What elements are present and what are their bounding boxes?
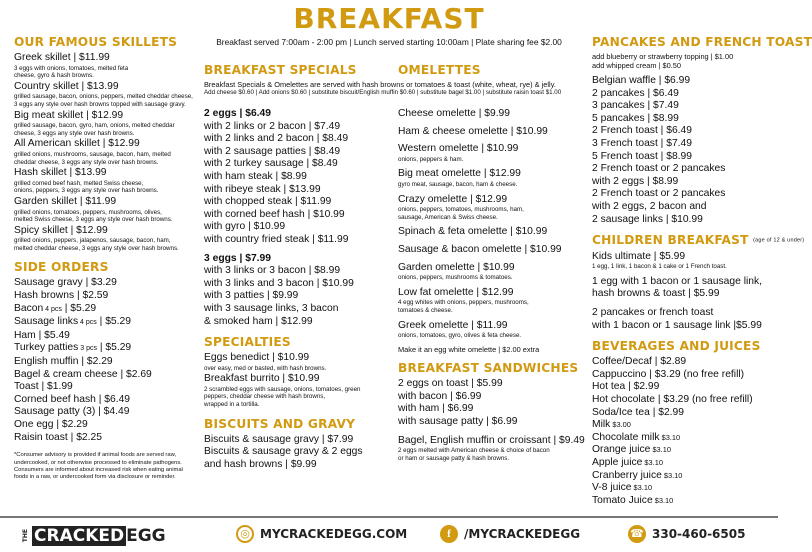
column-left: [14, 34, 204, 482]
beverage-item: [592, 495, 774, 508]
beverage-item: [592, 444, 774, 457]
children-item: 1 egg with 1 bacon or 1 sausage link,: [592, 275, 763, 287]
two-eggs-item: with 2 links and 2 bacon | $8.49: [204, 133, 349, 145]
sandwich-item: with bacon | $6.99: [398, 390, 482, 402]
logo-cracked: CRACKED: [34, 526, 125, 546]
side-name: Hash browns: [14, 290, 75, 302]
specialty-desc: 2 scrambled eggs with sausage, onions, tomatoes, green peppers, cheddar cheese with hash browns, wrapped in a tortilla.: [204, 385, 361, 409]
sides-heading: SIDE ORDERS: [14, 260, 109, 275]
specials-heading: BREAKFAST SPECIALS: [204, 63, 357, 77]
beverage-item: [592, 369, 774, 382]
beverage-price: $3.10: [652, 495, 674, 505]
two-eggs-item: with ribeye steak | $13.99: [204, 183, 321, 195]
side-item: [14, 406, 204, 419]
omelettes-list: [398, 108, 588, 353]
footer: [0, 516, 778, 552]
side-item: [14, 316, 204, 330]
column-omelettes: [398, 108, 588, 463]
two-eggs-item: with 2 sausage patties | $8.49: [204, 145, 341, 157]
beverages-heading: BEVERAGES AND JUICES: [592, 339, 761, 354]
side-qty: 4 pcs: [43, 305, 62, 313]
beverage-name: Chocolate milk: [592, 431, 660, 443]
skillet-desc: grilled sausage, bacon, gyro, ham, onions, melted cheddar cheese, 3 eggs any style over hash browns.: [14, 122, 175, 137]
omelette-name: Sausage & bacon omelette | $10.99: [398, 243, 562, 255]
beverage-name: Cranberry juice: [592, 469, 662, 481]
omelette-name: Big meat omelette | $12.99: [398, 168, 521, 180]
side-item: [14, 290, 204, 303]
omelette-name: Crazy omelette | $12.99: [398, 193, 508, 205]
side-price: | $2.29: [78, 356, 113, 368]
two-eggs-item: with 2 links or 2 bacon | $7.49: [204, 120, 341, 132]
beverage-item: [592, 356, 774, 369]
side-name: One egg: [14, 419, 54, 430]
three-eggs-item: with 3 sausage links, 3 bacon: [204, 302, 339, 314]
beverage-name: Soda/Ice tea: [592, 406, 650, 418]
side-price: | $5.49: [35, 329, 70, 341]
side-item: [14, 356, 204, 369]
side-item: [14, 369, 204, 382]
omelette-name: Western omelette | $10.99: [398, 143, 519, 155]
biscuits-item: Biscuits & sausage gravy | $7.99: [204, 433, 354, 445]
biscuits-list: [204, 434, 399, 472]
beverage-price: | $2.89: [651, 356, 687, 368]
bagel-desc: 2 eggs melted with American cheese & choice of bacon or ham or sausage patty & hash browns.: [398, 447, 550, 462]
website-link[interactable]: [236, 525, 407, 543]
omelette-desc: onions, peppers & ham.: [398, 155, 464, 163]
pancake-item: 5 pancakes | $8.99: [592, 112, 679, 124]
pancake-item: 3 French toast | $7.49: [592, 137, 692, 149]
biscuits-item: Biscuits & sausage gravy & 2 eggs: [204, 446, 363, 458]
skillet-name: Country skillet | $13.99: [14, 80, 119, 92]
beverage-item: [592, 419, 774, 432]
omelette-desc: onions, peppers, mushrooms & tomatoes.: [398, 274, 513, 282]
beverage-price: $3.10: [642, 457, 663, 467]
side-price: | $5.29: [96, 342, 132, 354]
beverage-price: $3.10: [659, 432, 681, 442]
beverage-name: Hot chocolate: [592, 393, 655, 405]
side-price: | $5.29: [61, 302, 97, 314]
side-price: | $2.69: [117, 368, 152, 380]
children-heading-text: CHILDREN BREAKFAST: [592, 233, 749, 248]
omelette-desc: onions, tomatoes, gyro, olives & feta cheese.: [398, 332, 522, 340]
specialties-heading: SPECIALTIES: [204, 335, 291, 350]
two-eggs-item: with corned beef hash | $10.99: [204, 208, 345, 220]
facebook-link[interactable]: [440, 525, 580, 543]
kids-ultimate-desc: 1 egg, 1 link, 1 bacon & 1 cake or 1 French toast.: [592, 263, 727, 271]
sandwiches-heading: BREAKFAST SANDWICHES: [398, 361, 579, 376]
pancakes-list: [592, 75, 774, 226]
omelette-name: Garden omelette | $10.99: [398, 261, 515, 273]
beverage-price: $3.10: [631, 483, 653, 493]
pancake-item: 5 French toast | $8.99: [592, 150, 692, 162]
beverage-name: Orange juice: [592, 444, 651, 456]
beverage-name: Tomato Juice: [592, 494, 653, 506]
globe-icon: ◎: [236, 525, 254, 543]
pancakes-heading: PANCAKES AND FRENCH TOAST: [592, 35, 812, 49]
side-qty: 3 pcs: [78, 345, 97, 353]
skillets-heading: OUR FAMOUS SKILLETS: [14, 35, 178, 49]
pancake-addons: add blueberry or strawberry topping | $1.00 add whipped cream | $0.50: [592, 52, 734, 70]
two-eggs-item: with chopped steak | $11.99: [204, 196, 332, 208]
specialty-name: Breakfast burrito | $10.99: [204, 373, 320, 385]
beverage-price: | $2.99: [625, 381, 660, 393]
specials-intro-block: [204, 80, 584, 97]
side-item: [14, 394, 204, 407]
two-eggs-item: 2 eggs | $6.49: [204, 108, 271, 119]
side-name: Sausage patty (3): [14, 406, 96, 418]
phone-link[interactable]: [628, 525, 745, 543]
side-item: [14, 432, 204, 445]
omelette-name: Spinach & feta omelette | $10.99: [398, 226, 548, 238]
pancake-item: 2 French toast | $6.49: [592, 125, 692, 137]
skillet-name: Spicy skillet | $12.99: [14, 224, 108, 236]
logo: [22, 526, 166, 546]
bagel-sandwich: Bagel, English muffin or croissant | $9.49: [398, 434, 585, 446]
three-eggs-item: with 3 links and 3 bacon | $10.99: [204, 277, 354, 289]
beverage-item: [592, 394, 774, 407]
side-price: | $2.25: [67, 431, 102, 443]
side-price: | $2.29: [53, 419, 88, 430]
three-eggs-item: with 3 links or 3 bacon | $8.99: [204, 265, 341, 277]
side-name: Sausage links: [14, 316, 79, 328]
side-price: | $5.29: [96, 316, 131, 328]
column-omelettes-heading: [398, 62, 588, 80]
pancake-item: Belgian waffle | $6.99: [592, 75, 691, 86]
side-name: Bagel & cream cheese: [14, 368, 118, 380]
specials-intro: Breakfast Specials & Omelettes are served with hash browns or tomatoes & toast (white, wheat, rye) & jelly.: [204, 80, 556, 89]
beverage-name: Hot tea: [592, 381, 626, 393]
children-list: [592, 276, 774, 332]
omelette-name: Low fat omelette | $12.99: [398, 286, 514, 298]
omelette-desc: onions, peppers, tomatoes, mushrooms, ham, sausage, American & Swiss cheese.: [398, 206, 524, 221]
two-eggs-item: with 2 turkey sausage | $8.49: [204, 158, 338, 170]
kids-ultimate: Kids ultimate | $5.99: [592, 250, 686, 262]
skillet-name: Greek skillet | $11.99: [14, 52, 110, 63]
side-name: Toast: [14, 381, 39, 393]
side-item: [14, 330, 204, 343]
beverage-price: | $3.29 (no free refill): [654, 393, 753, 405]
side-price: | $2.59: [74, 290, 109, 302]
beverage-price: $3.00: [610, 420, 631, 430]
three-eggs-item: with 3 patties | $9.99: [204, 290, 299, 302]
skillet-desc: grilled sausage, bacon, onions, peppers, melted cheddar cheese, 3 eggs any style over hash browns topped with sausage gravy.: [14, 93, 193, 108]
two-eggs-item: with gyro | $10.99: [204, 221, 286, 233]
facebook-icon: f: [440, 525, 458, 543]
side-name: Corned beef hash: [14, 393, 96, 405]
skillets-list: [14, 52, 204, 252]
beverage-name: V-8 juice: [592, 482, 632, 494]
beverage-item: [592, 407, 774, 420]
two-eggs-item: with ham steak | $8.99: [204, 170, 307, 182]
side-name: Turkey patties: [14, 342, 79, 354]
children-item: 2 pancakes or french toast: [592, 307, 714, 318]
three-eggs-item: & smoked ham | $12.99: [204, 315, 313, 327]
omelette-name: Greek omelette | $11.99: [398, 319, 508, 331]
side-item: [14, 419, 204, 432]
pancake-item: with 2 eggs | $8.99: [592, 175, 679, 187]
omelettes-heading: OMELETTES: [398, 63, 481, 77]
side-name: Ham: [14, 329, 36, 341]
side-qty: 4 pcs: [78, 319, 97, 327]
beverage-price: $3.10: [650, 445, 671, 455]
service-hours: Breakfast served 7:00am - 2:00 pm | Lunch served starting 10:00am | Plate sharing fee $2.00: [216, 37, 562, 47]
pancake-item: 2 French toast or 2 pancakes: [592, 163, 726, 175]
three-eggs-list: [204, 253, 399, 329]
side-price: | $3.29: [82, 277, 117, 289]
two-eggs-list: [204, 108, 399, 247]
skillet-name: Garden skillet | $11.99: [14, 195, 117, 207]
beverage-item: [592, 381, 774, 394]
skillet-desc: grilled corned beef hash, melted Swiss cheese, onions, peppers, 3 eggs any style over hash browns.: [14, 179, 159, 195]
phone-text: 330-460-6505: [652, 527, 746, 541]
biscuits-item: and hash browns | $9.99: [204, 458, 317, 470]
omelette-desc: 4 egg whites with onions, peppers, mushrooms, tomatoes & cheese.: [398, 299, 529, 314]
skillet-name: Hash skillet | $13.99: [14, 167, 107, 179]
pancake-item: with 2 eggs, 2 bacon and: [592, 200, 707, 212]
beverage-name: Coffee/Decaf: [592, 356, 652, 368]
specialty-desc: over easy, med or basted, with hash browns.: [204, 364, 327, 372]
beverage-item: [592, 482, 774, 495]
omelette-desc: gyro meat, sausage, bacon, ham & cheese.: [398, 180, 518, 188]
side-item: [14, 342, 204, 356]
logo-egg: EGG: [126, 526, 166, 546]
beverage-item: [592, 470, 774, 483]
specials-addons: Add cheese $0.60 | Add onions $0.60 | substitute biscuit/English muffin $0.60 | substitute bagel $1.00 | substitute raisin toast $1.00: [204, 89, 562, 96]
biscuits-heading: BISCUITS AND GRAVY: [204, 416, 356, 431]
three-eggs-item: 3 eggs | $7.99: [204, 252, 271, 264]
specialty-name: Eggs benedict | $10.99: [204, 352, 310, 364]
skillet-desc: 3 eggs with onions, tomatoes, melted feta cheese, gyro & hash browns.: [14, 64, 129, 80]
egg-white-note: Make it an egg white omelette | $2.00 extra: [398, 344, 540, 354]
side-item: [14, 303, 204, 317]
skillet-desc: grilled onions, mushrooms, sausage, bacon, ham, melted cheddar cheese, 3 eggs any style over hash browns.: [14, 150, 171, 166]
side-name: Raisin toast: [14, 431, 68, 443]
specialties-list: [204, 352, 399, 409]
side-name: English muffin: [14, 356, 79, 368]
sandwiches-list: [398, 378, 588, 462]
beverage-price: | $2.99: [649, 406, 684, 418]
sandwich-item: 2 eggs on toast | $5.99: [398, 378, 503, 390]
beverage-item: [592, 432, 774, 445]
sides-list: [14, 277, 204, 444]
page-title: BREAKFAST: [293, 2, 485, 35]
side-item: [14, 381, 204, 394]
pancake-item: 2 sausage links | $10.99: [592, 213, 703, 225]
skillet-desc: grilled onions, tomatoes, peppers, mushrooms, olives, melted Swiss cheese, 3 eggs any style over hash browns.: [14, 208, 173, 224]
omelette-name: Ham & cheese omelette | $10.99: [398, 125, 548, 137]
facebook-text: /MYCRACKEDEGG: [464, 527, 581, 541]
children-heading: [592, 232, 805, 249]
beverage-name: Apple juice: [592, 456, 643, 468]
two-eggs-item: with country fried steak | $11.99: [204, 233, 349, 245]
beverages-list: [592, 356, 774, 507]
beverage-price: $3.10: [661, 470, 683, 480]
pancake-item: 2 pancakes | $6.49: [592, 87, 679, 99]
sandwich-item: with sausage patty | $6.99: [398, 416, 518, 428]
side-price: | $1.99: [38, 381, 73, 393]
column-right: [592, 34, 812, 507]
beverage-price: | $3.29 (no free refill): [646, 368, 745, 380]
children-item: with 1 bacon or 1 sausage link |$5.99: [592, 319, 762, 331]
pancake-item: 3 pancakes | $7.49: [592, 100, 679, 112]
column-specials: [204, 62, 399, 80]
skillet-desc: grilled onions, peppers, jalapenos, sausage, bacon, ham, melted cheddar cheese, 3 eggs any style over hash browns.: [14, 237, 179, 252]
children-item: hash browns & toast | $5.99: [592, 288, 720, 300]
side-price: | $4.49: [95, 406, 130, 418]
beverage-name: Milk: [592, 419, 611, 431]
side-name: Sausage gravy: [14, 277, 83, 289]
phone-icon: ☎: [628, 525, 646, 543]
skillet-name: Big meat skillet | $12.99: [14, 109, 124, 121]
pancake-item: 2 French toast or 2 pancakes: [592, 188, 726, 200]
skillet-name: All American skillet | $12.99: [14, 138, 140, 150]
side-name: Bacon: [14, 302, 44, 314]
column-two-three-eggs: [204, 108, 399, 471]
sandwich-item: with ham | $6.99: [398, 403, 474, 415]
side-item: [14, 277, 204, 290]
logo-the: THE: [22, 529, 29, 543]
beverage-item: [592, 457, 774, 470]
beverage-name: Cappuccino: [592, 368, 647, 380]
children-age-note: (age of 12 & under): [753, 237, 805, 244]
omelette-name: Cheese omelette | $9.99: [398, 108, 511, 119]
side-price: | $6.49: [95, 393, 131, 405]
website-text: MYCRACKEDEGG.COM: [260, 527, 408, 541]
consumer-advisory: *Consumer advisory is provided if animal foods are served raw, undercooked, or not otherwise processed to eliminate pathogens. Consumers are informed about increased risk when eating animal foods in a raw, or undercooked form via disclosure or reminder.: [14, 452, 183, 481]
